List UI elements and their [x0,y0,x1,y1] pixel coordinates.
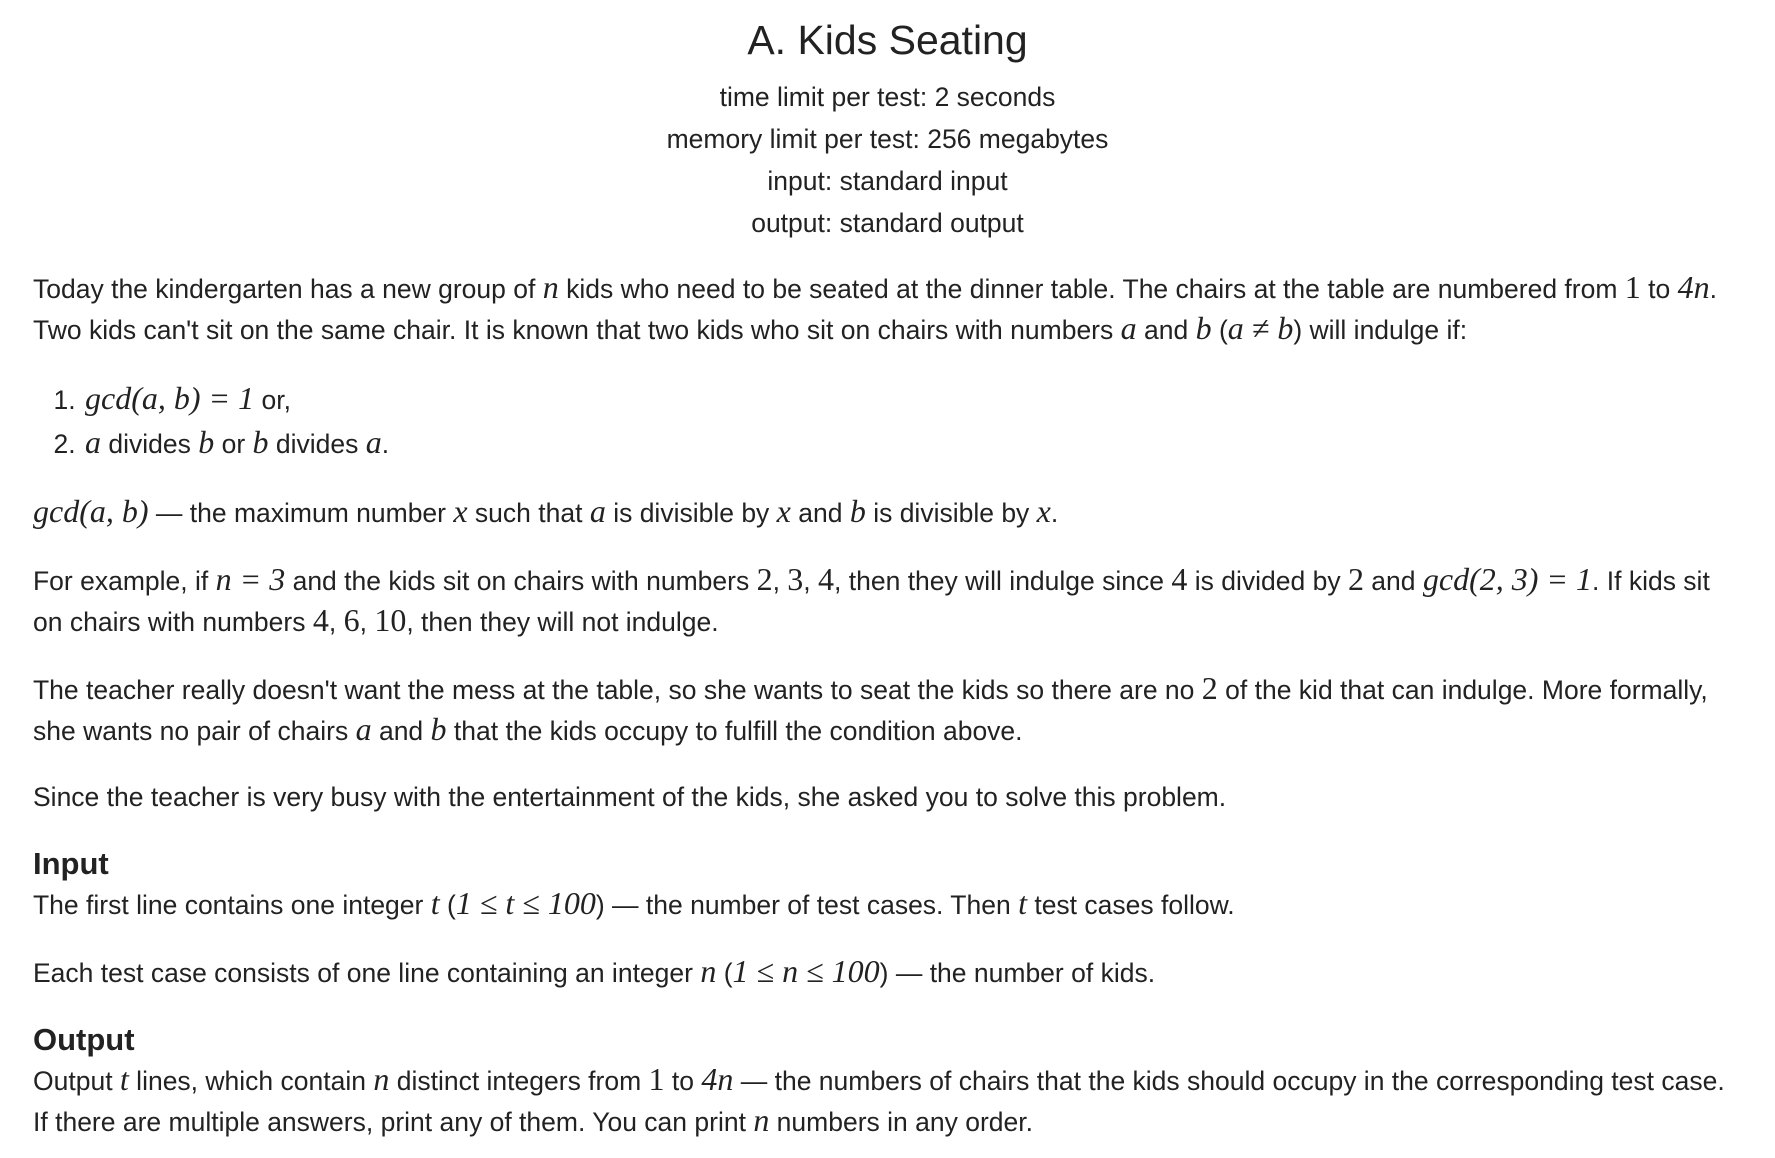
input-spec: input: standard input [767,166,1008,196]
input-paragraph-2: Each test case consists of one line containing an integer n (1 ≤ n ≤ 100) — the number of kids. [33,953,1156,989]
math-gcd-ab-1: gcd(a, b) = 1 [85,380,255,416]
input-section [33,844,1742,993]
problem-title: A. Kids Seating [747,17,1028,63]
statement-paragraph-example: For example, if n = 3 and the kids sit on chairs with numbers 2, 3, 4, then they will indulge since 4 is divided by 2 and gcd(2, 3) = 1. If kids sit on chairs with numbers 4, 6, 10, then they will not indulge. [33,561,1710,638]
condition-item-2: 2. a divides b or b divides a. [83,421,1742,465]
statement-paragraph-intro: Today the kindergarten has a new group of n kids who need to be seated at the dinner table. The chairs at the table are numbered from 1 to 4n. Two kids can't sit on the same chair. It is known that two kids who sit on chairs with numbers a and b (a ≠ b) will indulge if: [33,269,1717,346]
condition-list [33,377,1742,465]
math-one: 1 [1624,269,1641,305]
math-a: a [1120,310,1137,346]
memory-limit: memory limit per test: 256 megabytes [666,124,1109,154]
input-section-title: Input [33,846,109,881]
statement-paragraph-busy: Since the teacher is very busy with the entertainment of the kids, she asked you to solve this problem. [33,782,1227,812]
time-limit: time limit per test: 2 seconds [719,82,1056,112]
math-4n: 4n [1677,269,1710,305]
math-b: b [1195,310,1212,346]
output-section-title: Output [33,1022,135,1057]
math-n: n [542,269,559,305]
problem-header [33,0,1742,244]
statement-paragraph-gcd: gcd(a, b) — the maximum number x such that a is divisible by x and b is divisible by x. [33,493,1059,529]
problem-statement [33,268,1742,1142]
statement-paragraph-teacher: The teacher really doesn't want the mess at the table, so she wants to seat the kids so there are no 2 of the kid that can indulge. More formally, she wants no pair of chairs a and b that the kids occupy to fulfill the condition above. [33,670,1708,747]
input-paragraph-1: The first line contains one integer t (1 ≤ t ≤ 100) — the number of test cases. Then t test cases follow. [33,885,1235,921]
output-paragraph: Output t lines, which contain n distinct integers from 1 to 4n — the numbers of chairs that the kids should occupy in the corresponding test case. If there are multiple answers, print any of them. You can print n numbers in any order. [33,1061,1725,1138]
math-gcd-ab: gcd(a, b) [33,493,149,529]
output-section [33,1020,1742,1142]
math-a-neq-b: a ≠ b [1227,310,1294,346]
output-spec: output: standard output [751,208,1024,238]
condition-item-1: 1. gcd(a, b) = 1 or, [83,377,1742,421]
